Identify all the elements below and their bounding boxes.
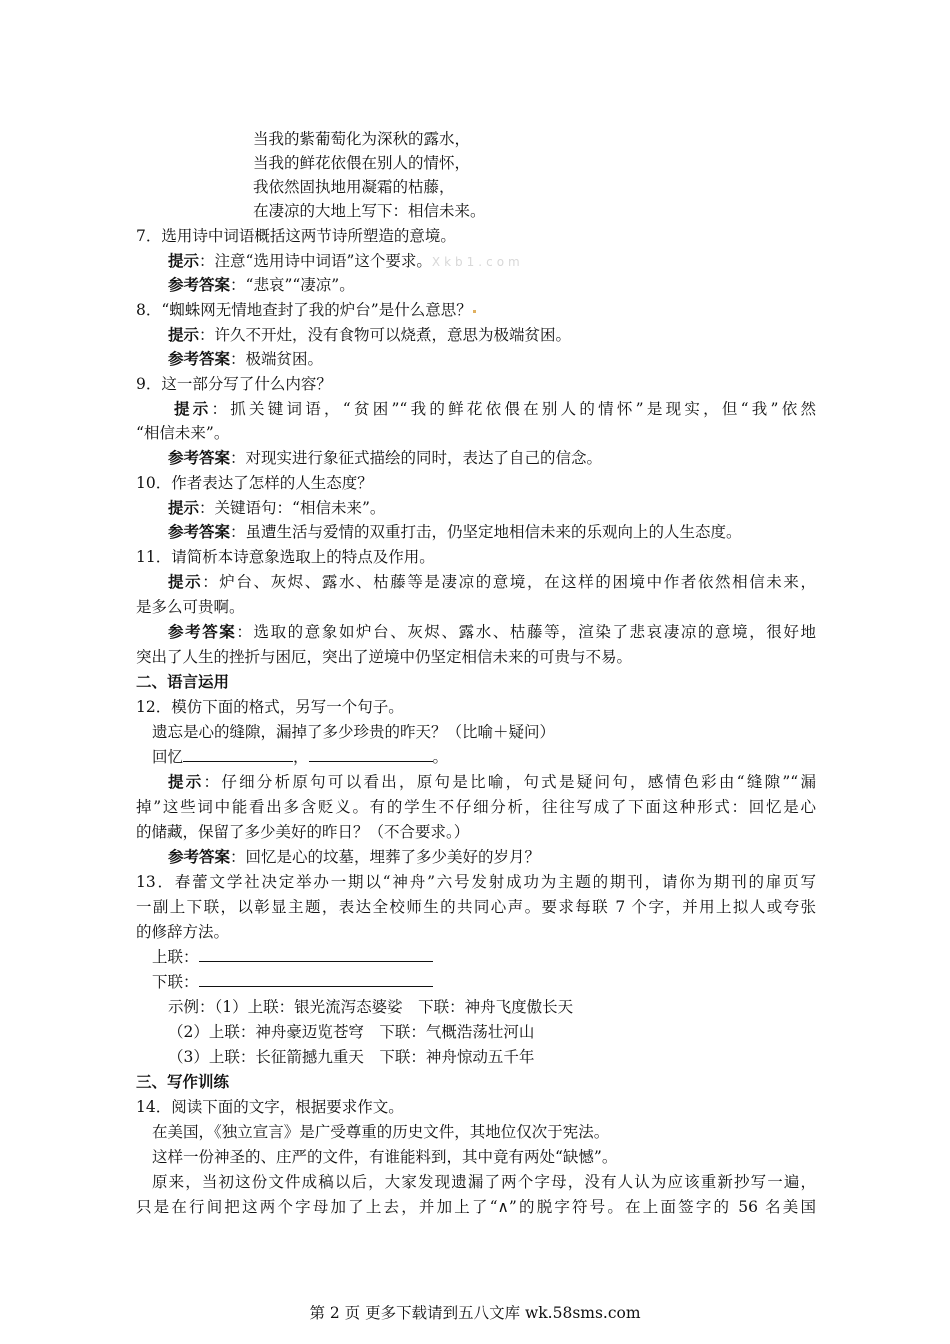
- fill-sep: ，: [293, 748, 309, 766]
- blank-2[interactable]: [309, 745, 433, 762]
- question-7: 7．选用诗中词语概括这两节诗所塑造的意境。: [136, 227, 456, 245]
- q13-example-1: 示例：（1）上联：银光流泻态婆娑 下联：神舟飞度傲长天: [168, 998, 574, 1016]
- upper-label: 上联：: [152, 948, 199, 966]
- poem-line-1: 当我的紫葡萄化为深秋的露水，: [253, 130, 471, 148]
- answer-label: 参考答案: [168, 622, 237, 641]
- answer-label: 参考答案: [168, 448, 231, 467]
- q11-hint-text-1: ：炉台、灰烬、露水、枯藤等是凄凉的意境，在这样的困境中作者依然相信未来，: [202, 573, 816, 591]
- answer-label: 参考答案: [168, 522, 231, 541]
- q13-example-2: （2）上联：神舟豪迈览苍穹 下联：气概浩荡壮河山: [168, 1023, 535, 1041]
- upper-couplet-line: [152, 945, 816, 969]
- upper-blank[interactable]: [199, 945, 433, 962]
- q9-hint-line-1: [174, 397, 816, 421]
- q9-hint-line-2: “相信未来”。: [136, 424, 230, 442]
- hint-label: 提示: [168, 325, 200, 344]
- q14-paragraph-3-line-1: 原来，当初这份文件成稿以后，大家发现遗漏了两个字母，没有人认为应该重新抄写一遍，: [152, 1173, 816, 1191]
- q11-hint-line-1: [168, 570, 816, 594]
- q14-paragraph-1: 在美国，《独立宣言》是广受尊重的历史文件，其地位仅次于宪法。: [152, 1123, 610, 1141]
- q10-answer-text: ：虽遭生活与爱情的双重打击，仍坚定地相信未来的乐观向上的人生态度。: [230, 523, 742, 541]
- q12-example: 遗忘是心的缝隙，漏掉了多少珍贵的昨天？（比喻＋疑问）: [152, 723, 556, 741]
- answer-label: 参考答案: [168, 349, 231, 368]
- q11-answer-text-1: ：选取的意象如炉台、灰烬、露水、枯藤等，渲染了悲哀凄凉的意境，很好地: [236, 623, 816, 641]
- question-13-line-3: 的修辞方法。: [136, 923, 230, 941]
- answer-label: 参考答案: [168, 275, 231, 294]
- question-11: 11．请简析本诗意象选取上的特点及作用。: [136, 548, 435, 566]
- question-8: [136, 298, 816, 322]
- q9-hint-text-1: ：抓关键词语，“贫困”“我的鲜花依偎在别人的情怀”是现实，但“我”依然: [211, 400, 816, 418]
- lower-couplet-line: [152, 970, 816, 994]
- q14-paragraph-2: 这样一份神圣的、庄严的文件，有谁能料到，其中竟有两处“缺憾”。: [152, 1148, 618, 1166]
- watermark: Xkb1.com: [431, 255, 524, 269]
- q12-hint-text-1: ：仔细分析原句可以看出，原句是比喻，句式是疑问句，感情色彩由“缝隙”“漏: [203, 773, 816, 791]
- q7-hint-text: ：注意“选用诗中词语”这个要求。: [199, 252, 432, 270]
- q8-text: 8．“蜘蛛网无情地查封了我的炉台”是什么意思？: [136, 301, 472, 319]
- hint-label: 提示: [168, 498, 200, 517]
- q8-hint-text: ：许久不开灶，没有食物可以烧煮，意思为极端贫困。: [199, 326, 572, 344]
- q8-answer: [168, 347, 816, 371]
- poem-line-3: 我依然固执地用凝霜的枯藤，: [253, 178, 455, 196]
- q9-answer: [168, 446, 816, 470]
- fill-end: 。: [432, 748, 449, 766]
- q10-answer: [168, 520, 816, 544]
- question-13-line-2: 一副上下联，以彰显主题，表达全校师生的共同心声。要求每联 7 个字，并用上拟人或夸张: [136, 898, 816, 916]
- hint-label: 提示: [168, 251, 200, 270]
- page-footer: 第 2 页 更多下载请到五八文库 wk.58sms.com: [309, 1304, 641, 1322]
- blank-1[interactable]: [183, 745, 293, 762]
- q10-hint: [168, 496, 816, 520]
- hint-label: 提示: [174, 399, 212, 418]
- q7-answer: [168, 273, 816, 297]
- lower-label: 下联：: [152, 973, 199, 991]
- q14-paragraph-3-line-2: 只是在行间把这两个字母加了上去，并加上了“∧”的脱字符号。在上面签字的 56 名美国: [136, 1198, 816, 1216]
- dot-mark: [473, 310, 476, 313]
- q11-hint-line-2: 是多么可贵啊。: [136, 598, 245, 616]
- poem-line-2: 当我的鲜花依偎在别人的情怀，: [253, 154, 471, 172]
- question-13-line-1: 13．春蕾文学社决定举办一期以“神舟”六号发射成功为主题的期刊，请你为期刊的扉页写: [136, 873, 816, 891]
- q12-hint-line-1: [168, 770, 816, 794]
- q11-answer-line-2: 突出了人生的挫折与困厄，突出了逆境中仍坚定相信未来的可贵与不易。: [136, 648, 633, 666]
- q7-hint: [168, 249, 816, 274]
- q9-answer-text: ：对现实进行象征式描绘的同时，表达了自己的信念。: [230, 449, 603, 467]
- question-9: 9．这一部分写了什么内容？: [136, 375, 332, 393]
- fill-prefix: 回忆: [152, 748, 184, 766]
- question-12: 12．模仿下面的格式，另写一个句子。: [136, 698, 404, 716]
- q12-answer: [168, 845, 816, 869]
- q12-answer-text: ：回忆是心的坟墓，埋葬了多少美好的岁月？: [230, 848, 541, 866]
- answer-label: 参考答案: [168, 847, 231, 866]
- q13-example-3: （3）上联：长征箭撼九重天 下联：神舟惊动五千年: [168, 1048, 535, 1066]
- q8-hint: [168, 323, 816, 347]
- question-10: 10．作者表达了怎样的人生态度？: [136, 474, 373, 492]
- q8-answer-text: ：极端贫困。: [230, 350, 324, 368]
- q10-hint-text: ：关键语句：“相信未来”。: [199, 499, 386, 517]
- q12-fill-line: [152, 745, 816, 769]
- lower-blank[interactable]: [199, 970, 433, 987]
- question-14: 14．阅读下面的文字，根据要求作文。: [136, 1098, 404, 1116]
- q12-hint-line-3: 的储藏，保留了多少美好的昨日？（不合要求。）: [136, 823, 470, 841]
- q12-hint-line-2: 掉”这些词中能看出多含贬义。有的学生不仔细分析，往往写成了下面这种形式：回忆是心: [136, 798, 816, 816]
- hint-label: 提示: [168, 572, 203, 591]
- q7-answer-text: ：“悲哀”“凄凉”。: [230, 276, 355, 294]
- section-3-heading: 三、写作训练: [136, 1072, 230, 1091]
- poem-line-4: 在凄凉的大地上写下：相信未来。: [253, 202, 486, 220]
- section-2-heading: 二、语言运用: [136, 672, 230, 691]
- q11-answer-line-1: [168, 620, 816, 644]
- hint-label: 提示: [168, 772, 204, 791]
